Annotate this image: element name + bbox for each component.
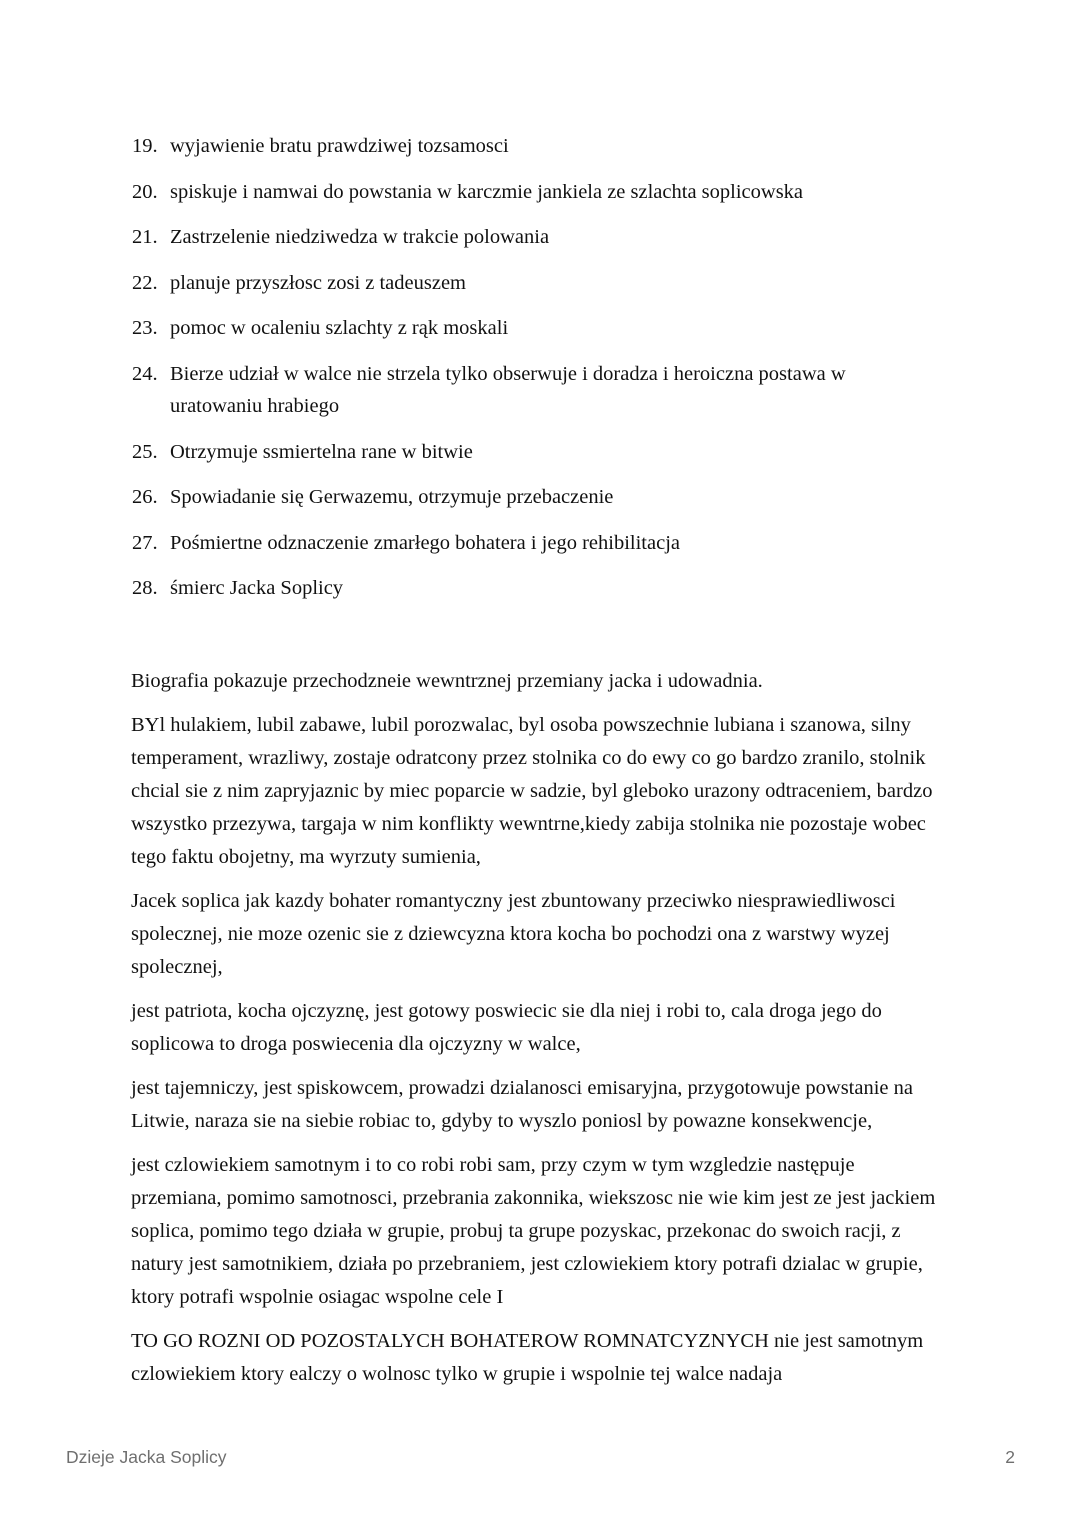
paragraph-difference-rest: nie jest samotnym czlowiekiem ktory ealczy o wolnosc tylko w grupie i wspolnie tej walce nadaja [131, 1330, 924, 1385]
list-item-text: pomoc w ocaleniu szlachty z rąk moskali [170, 317, 509, 340]
list-item [132, 312, 932, 344]
list-item [132, 436, 932, 468]
list-item-number: 21. [132, 226, 158, 249]
list-item [132, 572, 932, 604]
list-item [132, 481, 932, 513]
list-item-text: Otrzymuje ssmiertelna rane w bitwie [170, 440, 473, 463]
list-item-text: spiskuje i namwai do powstania w karczmie jankiela ze szlachta soplicowska [170, 180, 804, 203]
footer-page-number: 2 [1005, 1447, 1015, 1467]
list-item-text: Bierze udział w walce nie strzela tylko obserwuje i doradza i heroiczna postawa w uratowaniu hrabiego [170, 362, 846, 417]
events-list [132, 130, 932, 618]
list-item-number: 24. [132, 362, 158, 385]
list-item [132, 130, 932, 162]
list-item-number: 26. [132, 486, 158, 509]
paragraph-difference [131, 1325, 947, 1391]
list-item-text: Zastrzelenie niedziwedza w trakcie polowania [170, 226, 550, 249]
list-item [132, 358, 932, 422]
paragraph-patriot: jest patriota, kocha ojczyznę, jest gotowy poswiecic sie dla niej i robi to, cala droga jego do soplicowa to droga poswiecenia dla ojczyzny w walce, [131, 1000, 882, 1055]
analysis-section [131, 665, 947, 1402]
list-item-number: 20. [132, 180, 158, 203]
paragraph-rebel: Jacek soplica jak kazdy bohater romantyczny jest zbuntowany przeciwko niesprawiedliwosci spolecznej, nie moze ozenic sie z dziewcyzna ktora kocha bo pochodzi ona z warstwy wyzej spolecznej, [131, 890, 896, 978]
list-item-number: 28. [132, 577, 158, 600]
paragraph-lonely: jest czlowiekiem samotnym i to co robi robi sam, przy czym w tym wzgledzie następuje przemiana, pomimo samotnosci, przebrania zakonnika, wiekszosc nie wie kim jest ze jest jackiem soplica, pomimo tego działa w grupie, probuj ta grupe pozyskac, przekonac do swoich racji, z natury jest samotnikiem, działa po przebraniem, jest czlowiekiem ktory potrafi dzialac w grupie, ktory potrafi wspolnie osiagac wspolne cele I [131, 1154, 936, 1308]
paragraph-difference-caps: TO GO ROZNI OD POZOSTALYCH BOHATEROW ROMNATCYZNYCH [131, 1330, 769, 1352]
list-item [132, 221, 932, 253]
list-item-number: 27. [132, 531, 158, 554]
list-item-number: 25. [132, 440, 158, 463]
paragraph-intro: Biografia pokazuje przechodzneie wewntrznej przemiany jacka i udowadnia. [131, 670, 763, 692]
list-item-text: śmierc Jacka Soplicy [170, 577, 344, 600]
list-item-number: 23. [132, 317, 158, 340]
list-item-text: wyjawienie bratu prawdziwej tozsamosci [170, 135, 509, 157]
footer-document-title: Dzieje Jacka Soplicy [66, 1447, 227, 1467]
list-item [132, 176, 932, 208]
list-item [132, 527, 932, 559]
paragraph-character: BYl hulakiem, lubil zabawe, lubil porozwalac, byl osoba powszechnie lubiana i szanowa, silny temperament, wrazliwy, zostaje odratcony przez stolnika co do ewy co go bardzo zranilo, stolnik chcial sie z nim zapryjaznic by miec poparcie w sadzie, byl gleboko urazony odtraceniem, bardzo wszystko przezywa, targaja w nim konflikty wewntrne,kiedy zabija stolnika nie pozostaje wobec tego faktu obojetny, ma wyrzuty sumienia, [131, 714, 933, 868]
list-item-text: Spowiadanie się Gerwazemu, otrzymuje przebaczenie [170, 486, 614, 509]
list-item [132, 267, 932, 299]
paragraph-mysterious: jest tajemniczy, jest spiskowcem, prowadzi dzialanosci emisaryjna, przygotowuje powstanie na Litwie, naraza sie na siebie robiac to, gdyby to wyszlo poniosl by powazne konsekwencje, [131, 1077, 913, 1132]
list-item-text: planuje przyszłosc zosi z tadeuszem [170, 271, 466, 294]
list-item-number: 19. [132, 135, 158, 157]
list-item-text: Pośmiertne odznaczenie zmarłego bohatera i jego rehibilitacja [170, 531, 680, 554]
list-item-number: 22. [132, 271, 158, 294]
